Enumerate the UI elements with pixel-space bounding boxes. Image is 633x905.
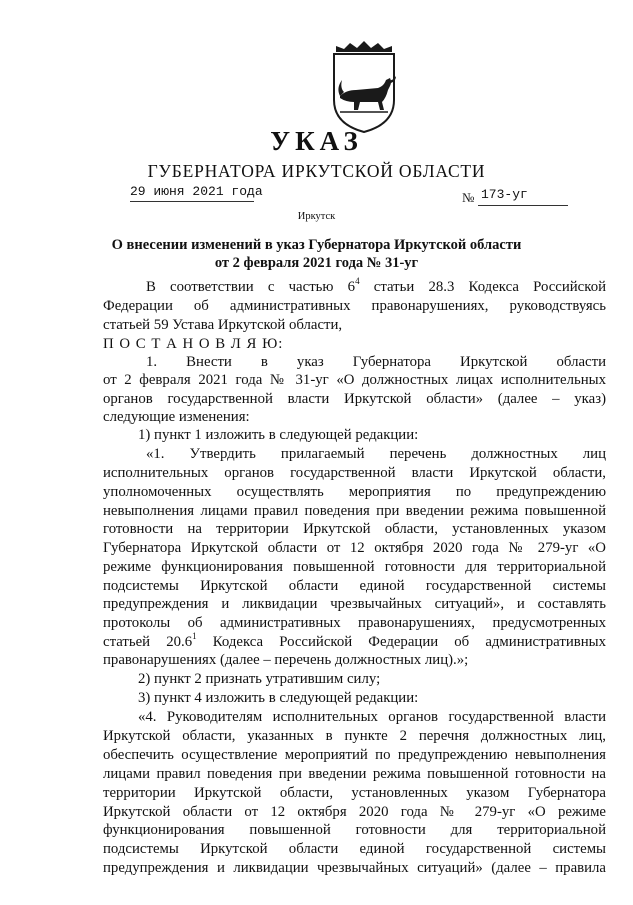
number-underline bbox=[478, 205, 568, 206]
body-line: статьей 20.6$^1$ Кодекса Российской Федерации об административных bbox=[103, 631, 606, 650]
body-line: правонарушениях (далее – перечень должностных лиц).»; bbox=[103, 652, 469, 668]
body-line: 1) пункт 1 изложить в следующей редакции: bbox=[138, 427, 419, 443]
body-line: Иркутской области, указанных в пункте 2 перечня должностных лиц, bbox=[103, 728, 606, 744]
body-line: невыполнения лицами правил поведения при введении режима повышенной bbox=[103, 503, 606, 519]
body-line: «1. Утвердить прилагаемый перечень должностных лиц bbox=[146, 446, 606, 462]
body-line: обеспечить осуществление мероприятий по предупреждению невыполнения bbox=[103, 747, 606, 763]
body-line: П О С Т А Н О В Л Я Ю: bbox=[103, 336, 284, 352]
document-subtitle: ГУБЕРНАТОРА ИРКУТСКОЙ ОБЛАСТИ bbox=[147, 161, 486, 181]
document-date: 29 июня 2021 года bbox=[130, 184, 263, 199]
body-line: подсистемы Иркутской области единой государственной системы bbox=[103, 578, 606, 594]
body-line: 2) пункт 2 признать утратившим силу; bbox=[138, 671, 381, 687]
body-line: от 2 февраля 2021 года № 31-уг «О должностных лицах исполнительных bbox=[103, 372, 606, 388]
body-line: следующие изменения: bbox=[103, 409, 250, 425]
body-line: режиме функционирования повышенной готовности для территориальной bbox=[103, 559, 606, 575]
body-line: 3) пункт 4 изложить в следующей редакции: bbox=[138, 690, 419, 706]
body-line: территории Иркутской области, установленных указом Губернатора bbox=[103, 785, 606, 801]
body-line: статьей 59 Устава Иркутской области, bbox=[103, 317, 343, 333]
body-line: органов государственной власти Иркутской области» (далее – указ) bbox=[103, 391, 606, 407]
body-line: В соответствии с частью $6^4$ статьи 28.3 Кодекса Российской bbox=[146, 276, 607, 295]
irkutsk-coat-of-arms-icon bbox=[326, 40, 402, 134]
body-line: лицами правил поведения при введении режима повышенной готовности на bbox=[103, 766, 606, 782]
body-line: уполномоченных осуществлять мероприятия по предупреждению bbox=[103, 484, 606, 500]
document-heading-line-2: от 2 февраля 2021 года № 31-уг bbox=[214, 255, 419, 271]
body-line: готовности на территории Иркутской области, установленных указом bbox=[103, 521, 606, 537]
body-line: Федерации об административных правонарушениях, руководствуясь bbox=[103, 298, 606, 314]
body-line: 1. Внести в указ Губернатора Иркутской области bbox=[146, 354, 606, 370]
body-line: исполнительных органов государственной власти Иркутской области, bbox=[103, 465, 606, 481]
document-number: 173-уг bbox=[481, 187, 528, 202]
body-line: «4. Руководителям исполнительных органов государственной власти bbox=[138, 709, 606, 725]
body-line: предупреждения и ликвидации чрезвычайных ситуаций», и составлять bbox=[103, 596, 606, 612]
date-underline bbox=[130, 201, 254, 202]
body-line: подсистемы Иркутской области единой государственной системы bbox=[103, 841, 606, 857]
document-title: УКАЗ bbox=[270, 126, 363, 156]
body-line: Губернатора Иркутской области от 12 октября 2020 года № 279-уг «О bbox=[103, 540, 606, 556]
body-line: Иркутской области от 12 октября 2020 года № 279-уг «О режиме bbox=[103, 804, 606, 820]
document-place: Иркутск bbox=[297, 211, 336, 222]
document-heading-line-1: О внесении изменений в указ Губернатора Иркутской области bbox=[111, 237, 522, 253]
number-sign: № bbox=[462, 190, 475, 205]
body-line: протоколы об административных правонарушениях, предусмотренных bbox=[103, 615, 606, 631]
body-line: предупреждения и ликвидации чрезвычайных ситуаций» (далее – правила bbox=[103, 860, 606, 876]
body-line: функционирования повышенной готовности для территориальной bbox=[103, 822, 606, 838]
